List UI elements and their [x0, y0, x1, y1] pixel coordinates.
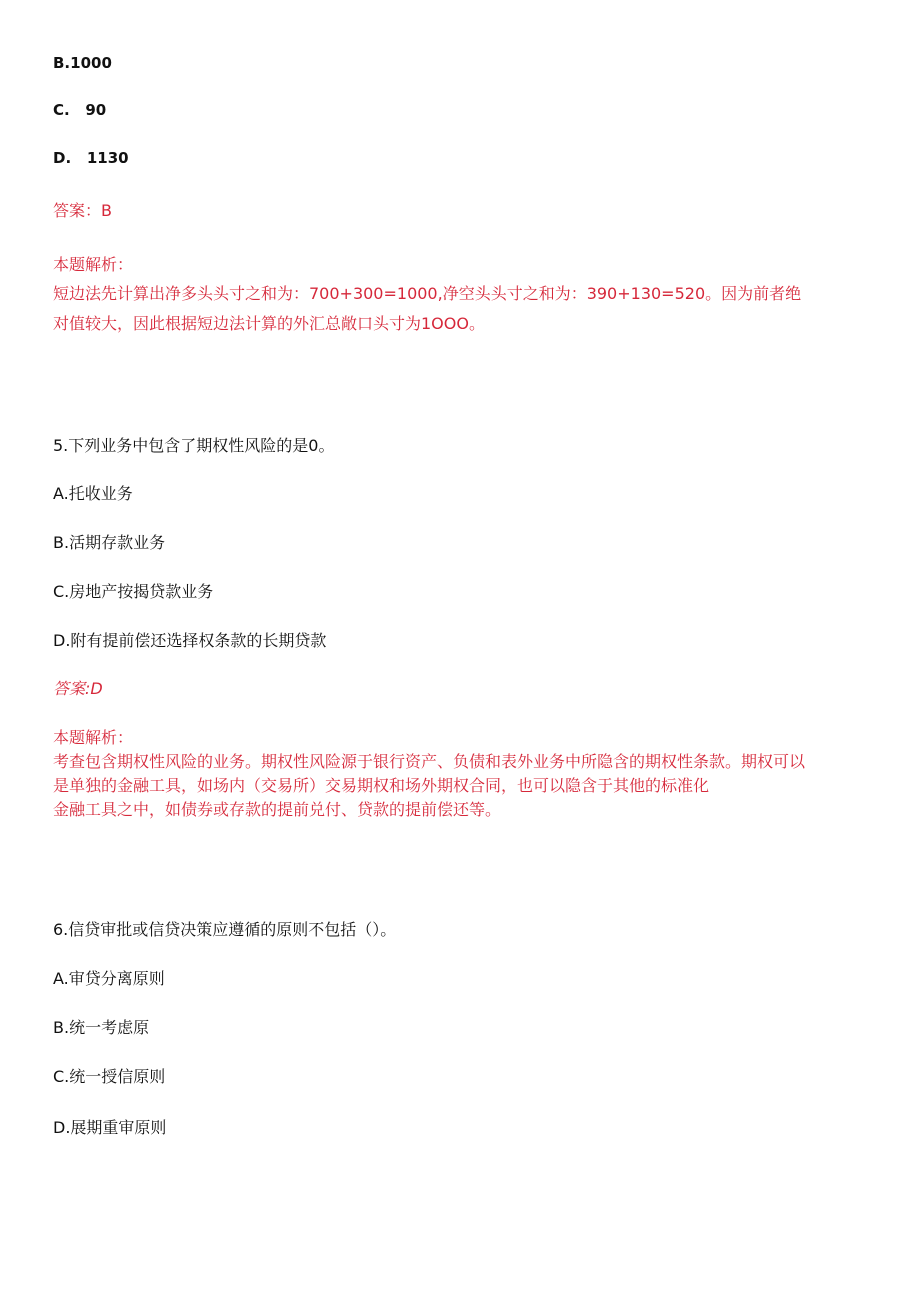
- q5-option-c: C.房地产按揭贷款业务: [53, 582, 214, 601]
- q5-analysis-line-1: 考查包含期权性风险的业务。期权性风险源于银行资产、负债和表外业务中所隐含的期权性条款。期权可以: [53, 752, 806, 771]
- q6-option-a: A.审贷分离原则: [53, 969, 165, 988]
- q6-option-d: D.展期重审原则: [53, 1118, 167, 1137]
- q5-option-b: B.活期存款业务: [53, 533, 166, 552]
- q4-option-c: C. 90: [53, 101, 107, 119]
- q5-analysis-title: 本题解析：: [53, 728, 134, 747]
- q6-question: 6.信贷审批或信贷决策应遵循的原则不包括（）。: [53, 920, 397, 939]
- q5-option-d: D.附有提前偿还选择权条款的长期贷款: [53, 631, 327, 650]
- q4-option-d: D. 1130: [53, 149, 129, 167]
- q5-question: 5.下列业务中包含了期权性风险的是0。: [53, 436, 335, 455]
- q4-analysis-line-1: 短边法先计算出净多头头寸之和为：700+300=1000,净空头头寸之和为：390+130=520。因为前者绝: [53, 284, 802, 303]
- q5-option-a: A.托收业务: [53, 484, 133, 503]
- q4-answer: 答案：B: [53, 201, 112, 220]
- q5-analysis-line-2: 是单独的金融工具，如场内（交易所）交易期权和场外期权合同，也可以隐含于其他的标准化: [53, 776, 710, 795]
- q5-analysis-line-3: 金融工具之中，如债券或存款的提前兑付、贷款的提前偿还等。: [53, 800, 502, 819]
- q6-option-b: B.统一考虑原: [53, 1018, 150, 1037]
- q4-analysis-line-2: 对值较大，因此根据短边法计算的外汇总敞口头寸为1OOO。: [53, 314, 485, 333]
- q5-answer: 答案:D: [53, 679, 103, 698]
- q4-option-b: B.1000: [53, 54, 112, 72]
- q4-analysis-title: 本题解析：: [53, 255, 134, 274]
- q6-option-c: C.统一授信原则: [53, 1067, 166, 1086]
